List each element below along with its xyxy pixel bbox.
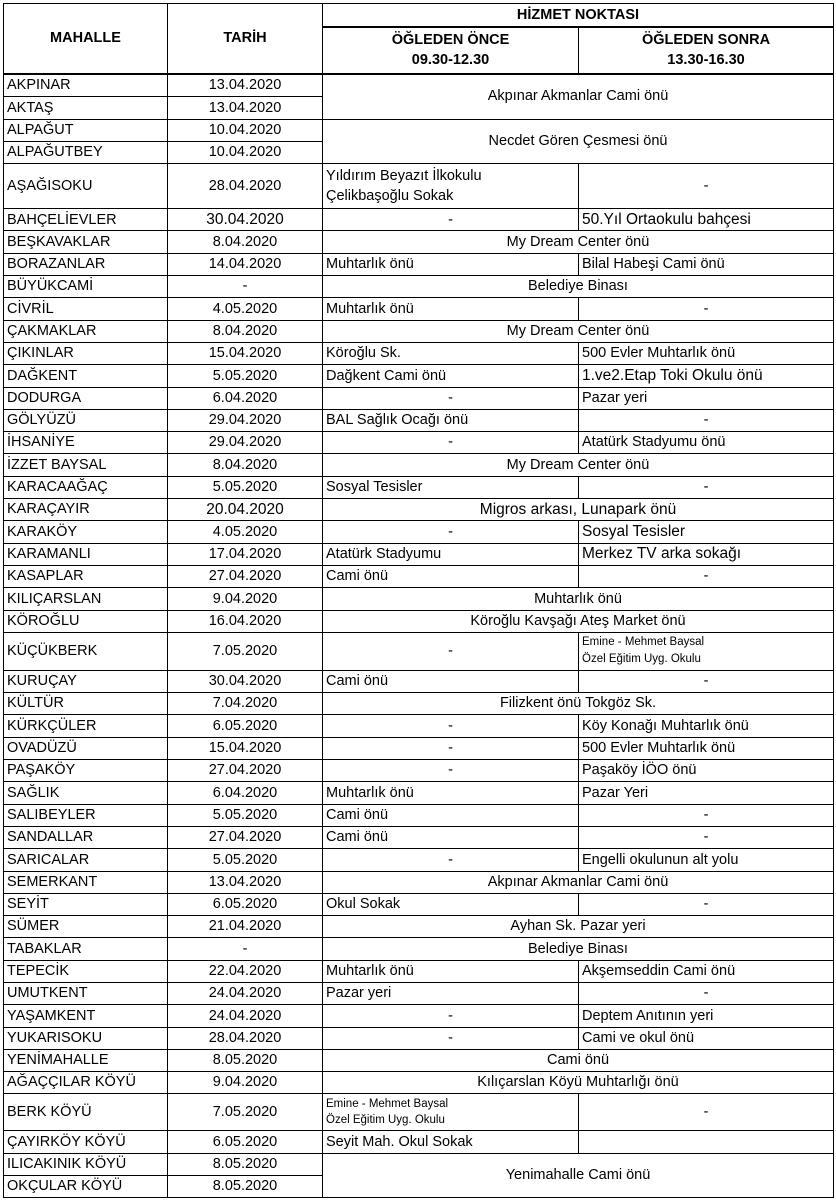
all-day-point-cell: My Dream Center önü xyxy=(323,321,834,343)
morning-point-cell: Dağkent Cami önü xyxy=(323,365,579,387)
date-cell: 8.04.2020 xyxy=(168,321,323,343)
neighborhood-cell: KASAPLAR xyxy=(4,566,168,588)
morning-point-cell xyxy=(323,164,579,209)
neighborhood-cell: İHSANİYE xyxy=(4,432,168,454)
neighborhood-cell: SEYİT xyxy=(4,894,168,916)
date-cell: - xyxy=(168,276,323,298)
date-cell: 17.04.2020 xyxy=(168,544,323,566)
date-cell: 6.05.2020 xyxy=(168,715,323,737)
neighborhood-cell: KÜÇÜKBERK xyxy=(4,633,168,671)
neighborhood-cell: BEŞKAVAKLAR xyxy=(4,231,168,253)
date-cell: - xyxy=(168,938,323,960)
neighborhood-cell: TEPECİK xyxy=(4,961,168,983)
date-cell: 20.04.2020 xyxy=(168,499,323,521)
all-day-point-cell: My Dream Center önü xyxy=(323,454,834,476)
neighborhood-cell: SALIBEYLER xyxy=(4,805,168,827)
morning-point-line: Yıldırım Beyazıt İlkokulu xyxy=(326,167,482,184)
morning-point-cell: Sosyal Tesisler xyxy=(323,477,579,499)
morning-point-cell: - xyxy=(323,1028,579,1050)
all-day-point-cell: Belediye Binası xyxy=(323,938,834,960)
morning-point-cell: Okul Sokak xyxy=(323,894,579,916)
date-cell: 27.04.2020 xyxy=(168,827,323,849)
neighborhood-cell: KÖROĞLU xyxy=(4,611,168,633)
afternoon-point-cell: Sosyal Tesisler xyxy=(579,521,834,543)
neighborhood-cell: BAHÇELİEVLER xyxy=(4,209,168,231)
neighborhood-cell: CİVRİL xyxy=(4,298,168,320)
date-cell: 27.04.2020 xyxy=(168,760,323,782)
neighborhood-cell: YUKARISOKU xyxy=(4,1028,168,1050)
morning-point-cell: Cami önü xyxy=(323,827,579,849)
neighborhood-cell: KÜRKÇÜLER xyxy=(4,715,168,737)
morning-point-cell: Muhtarlık önü xyxy=(323,961,579,983)
neighborhood-cell: TABAKLAR xyxy=(4,938,168,960)
all-day-point-cell: Ayhan Sk. Pazar yeri xyxy=(323,916,834,938)
date-cell: 8.05.2020 xyxy=(168,1176,323,1198)
date-cell: 5.05.2020 xyxy=(168,849,323,871)
header-morning-label: ÖĞLEDEN ÖNCE xyxy=(391,31,510,48)
date-cell: 10.04.2020 xyxy=(168,120,323,142)
all-day-point-cell: My Dream Center önü xyxy=(323,231,834,253)
date-cell: 13.04.2020 xyxy=(168,872,323,894)
morning-point-line: Çelikbaşoğlu Sokak xyxy=(326,187,454,204)
date-cell: 7.05.2020 xyxy=(168,633,323,671)
morning-point-cell: Muhtarlık önü xyxy=(323,782,579,804)
morning-point-cell: - xyxy=(323,521,579,543)
morning-point-cell: Cami önü xyxy=(323,671,579,693)
afternoon-point-cell: 50.Yıl Ortaokulu bahçesi xyxy=(579,209,834,231)
neighborhood-cell: SEMERKANT xyxy=(4,872,168,894)
all-day-point-cell: Kılıçarslan Köyü Muhtarlığı önü xyxy=(323,1072,834,1094)
date-cell: 22.04.2020 xyxy=(168,961,323,983)
afternoon-point-cell: - xyxy=(579,1094,834,1131)
neighborhood-cell: YAŞAMKENT xyxy=(4,1005,168,1027)
morning-point-cell: BAL Sağlık Ocağı önü xyxy=(323,410,579,432)
neighborhood-cell: İZZET BAYSAL xyxy=(4,454,168,476)
date-cell: 5.05.2020 xyxy=(168,365,323,387)
neighborhood-cell: YENİMAHALLE xyxy=(4,1050,168,1072)
neighborhood-cell: DAĞKENT xyxy=(4,365,168,387)
date-cell: 21.04.2020 xyxy=(168,916,323,938)
all-day-point-cell: Köroğlu Kavşağı Ateş Market önü xyxy=(323,611,834,633)
neighborhood-cell: SÜMER xyxy=(4,916,168,938)
afternoon-point-cell: Cami ve okul önü xyxy=(579,1028,834,1050)
date-cell: 10.04.2020 xyxy=(168,142,323,164)
date-cell: 24.04.2020 xyxy=(168,983,323,1005)
header-date: TARİH xyxy=(168,4,323,75)
header-morning-hours: 09.30-12.30 xyxy=(411,52,490,69)
afternoon-point-cell: - xyxy=(579,164,834,209)
afternoon-point-cell: Paşaköy İÖO önü xyxy=(579,760,834,782)
afternoon-point-cell: 1.ve2.Etap Toki Okulu önü xyxy=(579,365,834,387)
afternoon-point-cell: Merkez TV arka sokağı xyxy=(579,544,834,566)
afternoon-point-cell: - xyxy=(579,827,834,849)
afternoon-point-cell: Deptem Anıtının yeri xyxy=(579,1005,834,1027)
date-cell: 13.04.2020 xyxy=(168,97,323,119)
afternoon-point-cell: - xyxy=(579,983,834,1005)
all-day-point-cell: Akpınar Akmanlar Cami önü xyxy=(323,75,834,120)
afternoon-point-cell: Pazar yeri xyxy=(579,388,834,410)
afternoon-point-line: Emine - Mehmet Baysal xyxy=(582,636,705,649)
morning-point-cell: - xyxy=(323,633,579,671)
neighborhood-cell: BERK KÖYÜ xyxy=(4,1094,168,1131)
morning-point-cell: Cami önü xyxy=(323,566,579,588)
afternoon-point-cell: - xyxy=(579,566,834,588)
morning-point-cell: - xyxy=(323,388,579,410)
neighborhood-cell: GÖLYÜZÜ xyxy=(4,410,168,432)
neighborhood-cell: ÇAYIRKÖY KÖYÜ xyxy=(4,1131,168,1153)
all-day-point-cell: Necdet Gören Çesmesi önü xyxy=(323,120,834,165)
header-neighborhood: MAHALLE xyxy=(4,4,168,75)
neighborhood-cell: ALPAĞUTBEY xyxy=(4,142,168,164)
morning-point-cell: - xyxy=(323,738,579,760)
date-cell: 28.04.2020 xyxy=(168,1028,323,1050)
date-cell: 29.04.2020 xyxy=(168,410,323,432)
date-cell: 4.05.2020 xyxy=(168,298,323,320)
date-cell: 29.04.2020 xyxy=(168,432,323,454)
date-cell: 16.04.2020 xyxy=(168,611,323,633)
neighborhood-cell: SARICALAR xyxy=(4,849,168,871)
date-cell: 9.04.2020 xyxy=(168,588,323,610)
date-cell: 14.04.2020 xyxy=(168,254,323,276)
afternoon-point-cell: - xyxy=(579,805,834,827)
empty-cell xyxy=(579,1131,834,1153)
header-service-point: HİZMET NOKTASI xyxy=(323,4,834,28)
afternoon-point-cell: 500 Evler Muhtarlık önü xyxy=(579,343,834,365)
neighborhood-cell: BÜYÜKCAMİ xyxy=(4,276,168,298)
header-afternoon-label: ÖĞLEDEN SONRA xyxy=(641,31,771,48)
date-cell: 6.04.2020 xyxy=(168,782,323,804)
afternoon-point-cell: 500 Evler Muhtarlık önü xyxy=(579,738,834,760)
date-cell: 24.04.2020 xyxy=(168,1005,323,1027)
neighborhood-cell: ÇIKINLAR xyxy=(4,343,168,365)
afternoon-point-cell: - xyxy=(579,410,834,432)
neighborhood-cell: AĞAÇÇILAR KÖYÜ xyxy=(4,1072,168,1094)
date-cell: 5.05.2020 xyxy=(168,805,323,827)
date-cell: 5.05.2020 xyxy=(168,477,323,499)
neighborhood-cell: KARAMANLI xyxy=(4,544,168,566)
all-day-point-cell: Filizkent önü Tokgöz Sk. xyxy=(323,693,834,715)
date-cell: 27.04.2020 xyxy=(168,566,323,588)
neighborhood-cell: OVADÜZÜ xyxy=(4,738,168,760)
date-cell: 15.04.2020 xyxy=(168,738,323,760)
all-day-point-cell: Akpınar Akmanlar Cami önü xyxy=(323,872,834,894)
afternoon-point-cell: Engelli okulunun alt yolu xyxy=(579,849,834,871)
date-cell: 30.04.2020 xyxy=(168,209,323,231)
date-cell: 7.05.2020 xyxy=(168,1094,323,1131)
neighborhood-cell: KILIÇARSLAN xyxy=(4,588,168,610)
date-cell: 7.04.2020 xyxy=(168,693,323,715)
date-cell: 6.05.2020 xyxy=(168,1131,323,1153)
afternoon-point-cell: - xyxy=(579,298,834,320)
morning-point-cell: Muhtarlık önü xyxy=(323,254,579,276)
neighborhood-cell: ÇAKMAKLAR xyxy=(4,321,168,343)
date-cell: 8.05.2020 xyxy=(168,1050,323,1072)
neighborhood-cell: ALPAĞUT xyxy=(4,120,168,142)
neighborhood-cell: ILICAKINIK KÖYÜ xyxy=(4,1154,168,1176)
neighborhood-cell: AŞAĞISOKU xyxy=(4,164,168,209)
date-cell: 28.04.2020 xyxy=(168,164,323,209)
afternoon-point-cell: Pazar Yeri xyxy=(579,782,834,804)
all-day-point-cell: Yenimahalle Cami önü xyxy=(323,1154,834,1199)
morning-point-cell: - xyxy=(323,1005,579,1027)
afternoon-point-cell: Atatürk Stadyumu önü xyxy=(579,432,834,454)
afternoon-point-cell: - xyxy=(579,477,834,499)
date-cell: 6.05.2020 xyxy=(168,894,323,916)
neighborhood-cell: KARAÇAYIR xyxy=(4,499,168,521)
afternoon-point-cell: - xyxy=(579,671,834,693)
morning-point-cell: Cami önü xyxy=(323,805,579,827)
neighborhood-cell: KÜLTÜR xyxy=(4,693,168,715)
morning-point-line: Emine - Mehmet Baysal xyxy=(326,1097,449,1110)
header-afternoon xyxy=(579,28,834,75)
date-cell: 6.04.2020 xyxy=(168,388,323,410)
morning-point-line: Özel Eğitim Uyg. Okulu xyxy=(326,1114,445,1127)
all-day-point-cell: Migros arkası, Lunapark önü xyxy=(323,499,834,521)
afternoon-point-line: Özel Eğitim Uyg. Okulu xyxy=(582,653,701,666)
all-day-point-cell: Cami önü xyxy=(323,1050,834,1072)
neighborhood-cell: KARAKÖY xyxy=(4,521,168,543)
morning-point-cell: Pazar yeri xyxy=(323,983,579,1005)
date-cell: 13.04.2020 xyxy=(168,75,323,97)
morning-point-cell: - xyxy=(323,715,579,737)
afternoon-point-cell: - xyxy=(579,894,834,916)
date-cell: 15.04.2020 xyxy=(168,343,323,365)
neighborhood-cell: BORAZANLAR xyxy=(4,254,168,276)
date-cell: 8.04.2020 xyxy=(168,454,323,476)
all-day-point-cell: Muhtarlık önü xyxy=(323,588,834,610)
date-cell: 8.05.2020 xyxy=(168,1154,323,1176)
morning-point-cell: - xyxy=(323,209,579,231)
morning-point-cell: - xyxy=(323,432,579,454)
neighborhood-cell: DODURGA xyxy=(4,388,168,410)
morning-point-cell: Seyit Mah. Okul Sokak xyxy=(323,1131,579,1153)
afternoon-point-cell xyxy=(579,633,834,671)
neighborhood-cell: AKPINAR xyxy=(4,75,168,97)
morning-point-cell: Muhtarlık önü xyxy=(323,298,579,320)
afternoon-point-cell: Akşemseddin Cami önü xyxy=(579,961,834,983)
all-day-point-cell: Belediye Binası xyxy=(323,276,834,298)
afternoon-point-cell: Bilal Habeşi Cami önü xyxy=(579,254,834,276)
date-cell: 30.04.2020 xyxy=(168,671,323,693)
morning-point-cell: Atatürk Stadyumu xyxy=(323,544,579,566)
header-afternoon-hours: 13.30-16.30 xyxy=(667,52,745,69)
neighborhood-cell: SAĞLIK xyxy=(4,782,168,804)
header-morning xyxy=(323,28,579,75)
neighborhood-cell: OKÇULAR KÖYÜ xyxy=(4,1176,168,1198)
neighborhood-cell: SANDALLAR xyxy=(4,827,168,849)
service-schedule-table xyxy=(3,3,834,1198)
morning-point-cell xyxy=(323,1094,579,1131)
date-cell: 8.04.2020 xyxy=(168,231,323,253)
morning-point-cell: Köroğlu Sk. xyxy=(323,343,579,365)
neighborhood-cell: KARACAAĞAÇ xyxy=(4,477,168,499)
neighborhood-cell: UMUTKENT xyxy=(4,983,168,1005)
date-cell: 4.05.2020 xyxy=(168,521,323,543)
neighborhood-cell: PAŞAKÖY xyxy=(4,760,168,782)
morning-point-cell: - xyxy=(323,760,579,782)
neighborhood-cell: AKTAŞ xyxy=(4,97,168,119)
date-cell: 9.04.2020 xyxy=(168,1072,323,1094)
afternoon-point-cell: Köy Konağı Muhtarlık önü xyxy=(579,715,834,737)
neighborhood-cell: KURUÇAY xyxy=(4,671,168,693)
morning-point-cell: - xyxy=(323,849,579,871)
